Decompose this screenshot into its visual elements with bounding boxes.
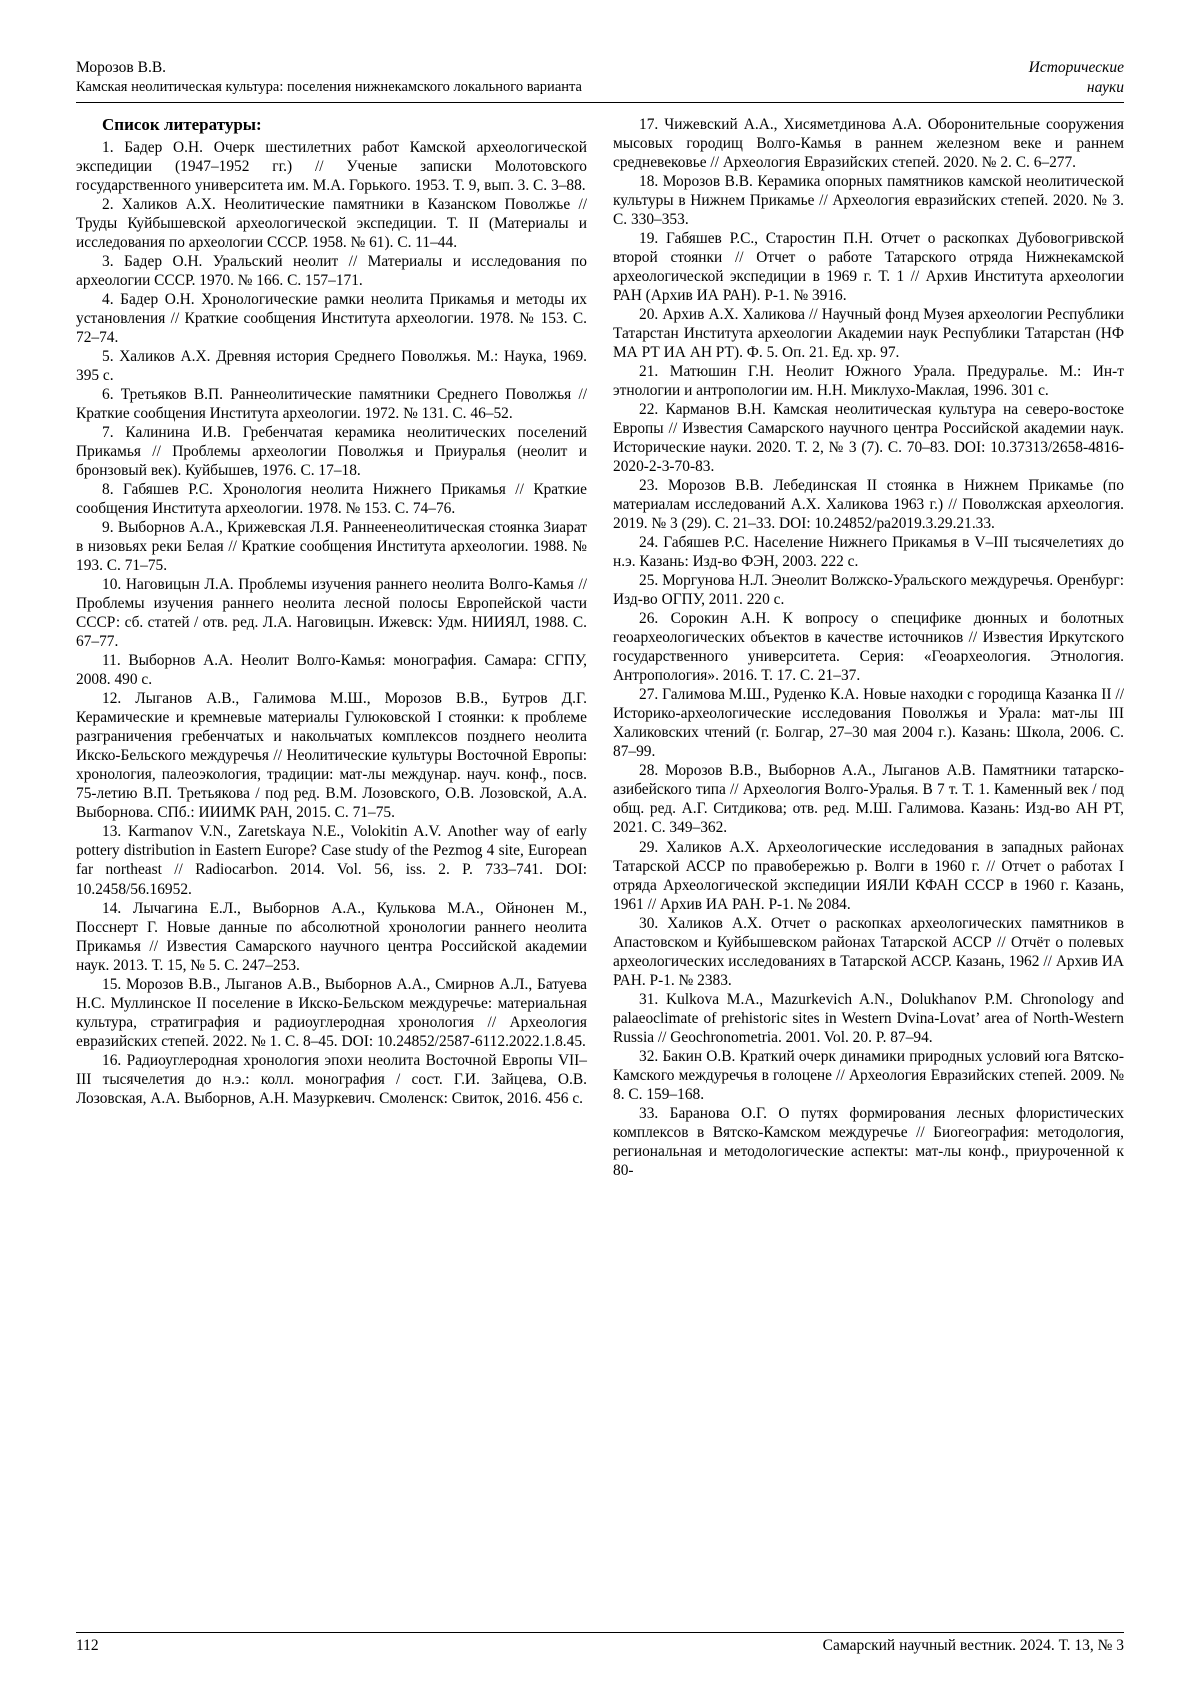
body-columns [76, 115, 1124, 1180]
header-divider [76, 102, 1124, 103]
reference-item: 29. Халиков А.Х. Археологические исследования в западных районах Татарской АССР по правобережью р. Волги в 1960 г. // Отчет о работах I отряда Археологической экспедиции ИЯЛИ КФАН СССР в 1960 г. Казань, 1961 // Архив ИА РАН. Р-1. № 2084. [613, 838, 1124, 913]
reference-item: 11. Выборнов А.А. Неолит Волго-Камья: монография. Самара: СГПУ, 2008. 490 с. [76, 652, 587, 689]
reference-item: 22. Карманов В.Н. Камская неолитическая культура на северо-востоке Европы // Известия Самарского научного центра Российской академии наук. Исторические науки. 2020. Т. 2, № 3 (7). С. 70–83. DOI: 10.37313/2658-4816-2020-2-3-70-83. [613, 401, 1124, 476]
column-left [76, 115, 587, 1180]
reference-item: 5. Халиков А.Х. Древняя история Среднего Поволжья. М.: Наука, 1969. 395 с. [76, 348, 587, 385]
reference-item: 10. Наговицын Л.А. Проблемы изучения раннего неолита Волго-Камья // Проблемы изучения раннего неолита лесной полосы Европейской части СССР: сб. статей / отв. ред. Л.А. Наговицын. Ижевск: Удм. НИИЯЛ, 1988. С. 67–77. [76, 576, 587, 651]
running-head-section-line1: Исторические [1028, 59, 1124, 76]
reference-item: 12. Лыганов А.В., Галимова М.Ш., Морозов В.В., Бутров Д.Г. Керамические и кремневые материалы Гулюковской I стоянки: к проблеме разграничения гребенчатых и накольчатых комплексов позднего неолита Икско-Бельского междуречья // Неолитические культуры Восточной Европы: хронология, палеоэкология, традиции: мат-лы междунар. науч. конф., посв. 75-летию В.П. Третьякова / под ред. В.М. Лозовского, О.В. Лозовской, А.А. Выборнова. СПб.: ИИИМК РАН, 2015. С. 71–75. [76, 690, 587, 822]
reference-item: 27. Галимова М.Ш., Руденко К.А. Новые находки с городища Казанка II // Историко-археологические исследования Поволжья и Урала: мат-лы III Халиковских чтений (г. Болгар, 27–30 мая 2004 г.). Казань: Школа, 2006. С. 87–99. [613, 686, 1124, 761]
running-head-section [1029, 58, 1124, 99]
running-head-section-line2: науки [1086, 79, 1124, 97]
reference-item: 28. Морозов В.В., Выборнов А.А., Лыганов А.В. Памятники татарско-азибейского типа // Археология Волго-Уралья. В 7 т. Т. 1. Каменный век / под общ. ред. А.Г. Ситдикова; отв. ред. М.Ш. Галимова. Казань: Изд-во АН РТ, 2021. С. 349–362. [613, 762, 1124, 837]
footer-journal-info: Самарский научный вестник. 2024. Т. 13, № 3 [822, 1637, 1124, 1654]
reference-item: 8. Габяшев Р.С. Хронология неолита Нижнего Прикамья // Краткие сообщения Института археологии. 1978. № 153. С. 74–76. [76, 481, 587, 518]
reference-item: 21. Матюшин Г.Н. Неолит Южного Урала. Предуралье. М.: Ин-т этнологии и антропологии им. Н.Н. Миклухо-Маклая, 1996. 301 с. [613, 363, 1124, 400]
page-footer [76, 1632, 1124, 1655]
reference-item: 13. Karmanov V.N., Zaretskaya N.E., Volokitin A.V. Another way of early pottery distribution in Eastern Europe? Case study of the Pezmog 4 site, European far northeast // Radiocarbon. 2014. Vol. 56, iss. 2. P. 733–741. DOI: 10.2458/56.16952. [76, 823, 587, 898]
running-head-author: Морозов В.В. [76, 59, 167, 76]
reference-item: 17. Чижевский А.А., Хисяметдинова А.А. Оборонительные сооружения мысовых городищ Волго-Камья в раннем железном веке и раннем средневековье // Археология Евразийских степей. 2020. № 2. С. 6–277. [613, 115, 1124, 171]
reference-item: 30. Халиков А.Х. Отчет о раскопках археологических памятников в Апастовском и Куйбышевском районах Татарской АССР // Отчёт о полевых археологических исследованиях в Татарской АССР. Казань, 1962 // Архив ИА РАН. Р-1. № 2383. [613, 914, 1124, 989]
column-right [613, 115, 1124, 1180]
reference-item: 31. Kulkova M.A., Mazurkevich A.N., Dolukhanov P.M. Chronology and palaeoclimate of prehistoric sites in Western Dvina-Lovat’ area of North-Western Russia // Geochronometria. 2001. Vol. 20. P. 87–94. [613, 990, 1124, 1046]
reference-item: 1. Бадер О.Н. Очерк шестилетних работ Камской археологической экспедиции (1947–1952 гг.) // Ученые записки Молотовского государственного университета им. М.А. Горького. 1953. Т. 9, вып. 3. С. 3–88. [76, 138, 587, 194]
reference-item: 24. Габяшев Р.С. Население Нижнего Прикамья в V–III тысячелетиях до н.э. Казань: Изд-во ФЭН, 2003. 222 с. [613, 534, 1124, 571]
reference-item: 16. Радиоуглеродная хронология эпохи неолита Восточной Европы VII–III тысячелетия до н.э.: колл. монография / сост. Г.И. Зайцева, О.В. Лозовская, А.А. Выборнов, А.Н. Мазуркевич. Смоленск: Свиток, 2016. 456 с. [76, 1051, 587, 1107]
reference-item: 7. Калинина И.В. Гребенчатая керамика неолитических поселений Прикамья // Проблемы археологии Поволжья и Приуралья (неолит и бронзовый век). Куйбышев, 1976. С. 17–18. [76, 424, 587, 480]
reference-item: 4. Бадер О.Н. Хронологические рамки неолита Прикамья и методы их установления // Краткие сообщения Института археологии. 1978. № 153. С. 72–74. [76, 291, 587, 347]
page-title: Список литературы: [102, 114, 262, 134]
running-head-left [76, 58, 582, 98]
reference-item: 20. Архив А.Х. Халикова // Научный фонд Музея археологии Республики Татарстан Института археологии Академии наук Республики Татарстан (НФ МА РТ ИА АН РТ). Ф. 5. Оп. 21. Ед. хр. 97. [613, 306, 1124, 362]
reference-item: 3. Бадер О.Н. Уральский неолит // Материалы и исследования по археологии СССР. 1970. № 166. С. 157–171. [76, 252, 587, 289]
reference-item: 2. Халиков А.Х. Неолитические памятники в Казанском Поволжье // Труды Куйбышевской археологической экспедиции. Т. II (Материалы и исследования по археологии СССР. 1958. № 61). С. 11–44. [76, 195, 587, 251]
reference-item: 14. Лычагина Е.Л., Выборнов А.А., Кулькова М.А., Ойнонен М., Посснерт Г. Новые данные по абсолютной хронологии раннего неолита Прикамья // Известия Самарского научного центра Российской академии наук. 2013. Т. 15, № 5. С. 247–253. [76, 899, 587, 974]
reference-item: 33. Баранова О.Г. О путях формирования лесных флористических комплексов в Вятско-Камском междуречье // Биогеография: методология, региональная и методологические аспекты: мат-лы конф., приуроченной к 80- [613, 1104, 1124, 1179]
running-head [76, 58, 1124, 103]
reference-item: 6. Третьяков В.П. Раннеолитические памятники Среднего Поволжья // Краткие сообщения Института археологии. 1972. № 131. С. 46–52. [76, 386, 587, 423]
reference-item: 32. Бакин О.В. Краткий очерк динамики природных условий юга Вятско-Камского междуречья в голоцене // Археология Евразийских степей. 2009. № 8. С. 159–168. [613, 1047, 1124, 1103]
reference-item: 25. Моргунова Н.Л. Энеолит Волжско-Уральского междуречья. Оренбург: Изд-во ОГПУ, 2011. 220 с. [613, 572, 1125, 609]
reference-item: 23. Морозов В.В. Лебединская II стоянка в Нижнем Прикамье (по материалам исследований А.Х. Халикова 1963 г.) // Поволжская археология. 2019. № 3 (29). С. 21–33. DOI: 10.24852/pa2019.3.29.21.33. [613, 477, 1124, 533]
reference-item: 9. Выборнов А.А., Крижевская Л.Я. Раннеенеолитическая стоянка Зиарат в низовьях реки Белая // Краткие сообщения Института археологии. 1988. № 193. С. 71–75. [76, 519, 587, 575]
footer-page-number: 112 [76, 1637, 99, 1654]
running-head-article-title: Камская неолитическая культура: поселения нижнекамского локального варианта [76, 79, 582, 96]
reference-item: 18. Морозов В.В. Керамика опорных памятников камской неолитической культуры в Нижнем Прикамье // Археология евразийских степей. 2020. № 3. С. 330–353. [613, 172, 1124, 228]
reference-item: 26. Сорокин А.Н. К вопросу о специфике дюнных и болотных геоархеологических объектов в качестве источников // Известия Иркутского государственного университета. Серия: «Геоархеология. Этнология. Антропология». 2016. Т. 17. С. 21–37. [613, 610, 1124, 685]
reference-item: 19. Габяшев Р.С., Старостин П.Н. Отчет о раскопках Дубовогривской второй стоянки // Отчет о работе Татарского отряда Нижнекамской археологической экспедиции в 1969 г. Т. 1 // Архив Института археологии РАН (Архив ИА РАН). Р-1. № 3916. [613, 230, 1124, 305]
reference-item: 15. Морозов В.В., Лыганов А.В., Выборнов А.А., Смирнов А.Л., Батуева Н.С. Муллинское II поселение в Икско-Бельском междуречье: материальная культура, стратиграфия и радиоуглеродная хронология // Археология евразийских степей. 2022. № 1. С. 8–45. DOI: 10.24852/2587-6112.2022.1.8.45. [76, 975, 587, 1050]
